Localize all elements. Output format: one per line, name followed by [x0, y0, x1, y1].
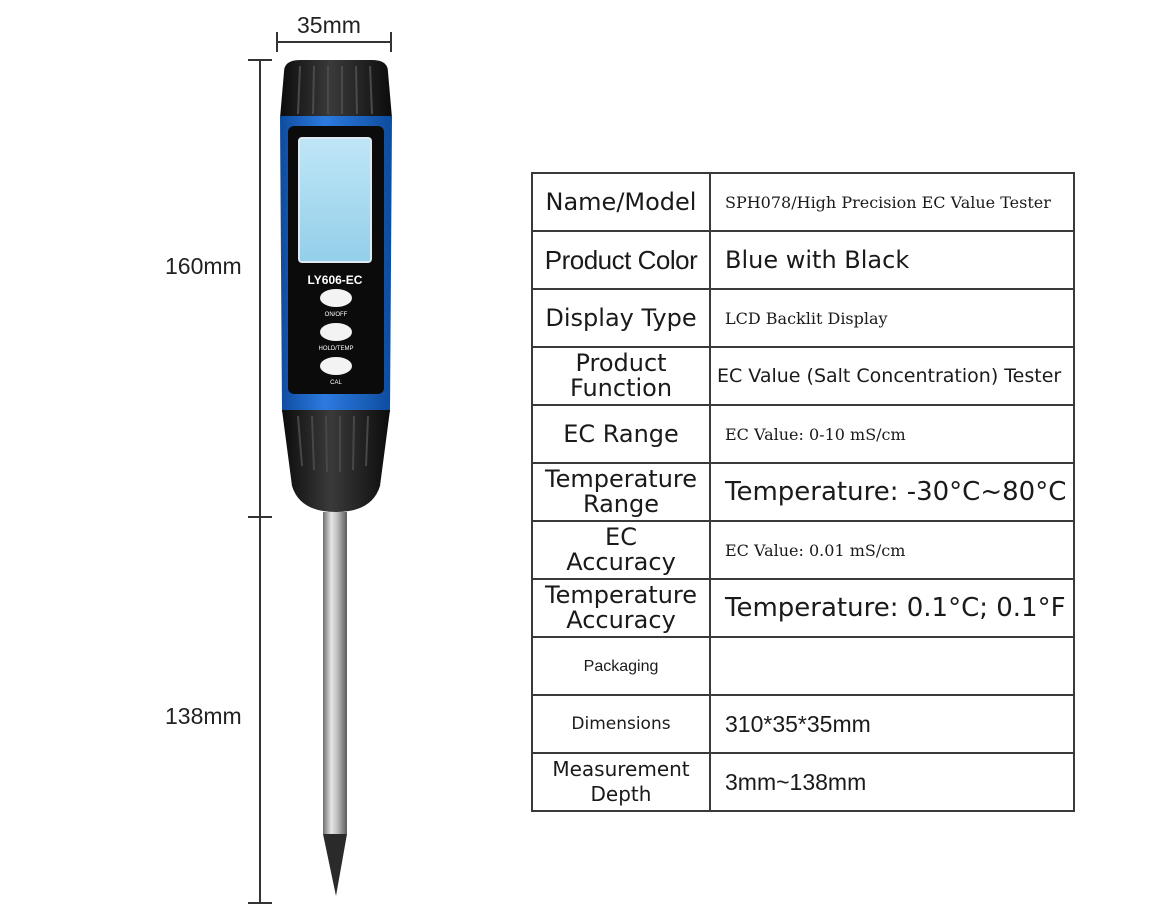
on-off-button[interactable] — [320, 289, 352, 307]
table-row — [532, 289, 1074, 347]
spec-key-text: Measurement Depth — [552, 757, 690, 806]
spec-key: Name/Model — [532, 173, 710, 231]
probe — [323, 512, 347, 896]
probe-length-label: 138mm — [165, 703, 242, 729]
spec-key — [532, 521, 710, 579]
spec-key: Packaging — [532, 637, 710, 695]
spec-value: LCD Backlit Display — [710, 289, 1074, 347]
spec-key: Product Color — [532, 231, 710, 289]
lcd-screen — [299, 138, 371, 262]
table-row — [532, 753, 1074, 811]
hold-temp-label: HOLD/TEMP — [318, 346, 354, 352]
table-row — [532, 463, 1074, 521]
spec-value: EC Value (Salt Concentration) Tester — [710, 347, 1074, 405]
spec-value — [710, 637, 1074, 695]
ec-tester-device-image — [0, 0, 520, 914]
spec-key: Dimensions — [532, 695, 710, 753]
model-label: LY606-EC — [307, 273, 363, 287]
spec-key — [532, 753, 710, 811]
spec-key: EC Range — [532, 405, 710, 463]
table-row — [532, 521, 1074, 579]
cal-button[interactable] — [320, 357, 352, 375]
table-row — [532, 695, 1074, 753]
spec-key-text: Product Function — [569, 349, 673, 402]
spec-value: Temperature: 0.1°C; 0.1°F — [710, 579, 1074, 637]
probe-tip — [323, 834, 347, 896]
probe-shaft — [323, 512, 347, 834]
spec-value: 310*35*35mm — [710, 695, 1074, 753]
spec-key-text: Temperature Accuracy — [544, 581, 698, 634]
spec-value: SPH078/High Precision EC Value Tester — [710, 173, 1074, 231]
hold-temp-button[interactable] — [320, 323, 352, 341]
table-row — [532, 347, 1074, 405]
spec-key: Display Type — [532, 289, 710, 347]
table-row — [532, 637, 1074, 695]
width-dimension-label: 35mm — [297, 12, 361, 38]
spec-key — [532, 463, 710, 521]
on-off-label: ON/OFF — [324, 312, 348, 318]
body-length-label: 160mm — [165, 253, 242, 279]
table-row — [532, 173, 1074, 231]
spec-key — [532, 347, 710, 405]
spec-value: EC Value: 0-10 mS/cm — [710, 405, 1074, 463]
spec-table — [531, 172, 1075, 812]
spec-key-text: EC Accuracy — [566, 523, 676, 576]
top-cap — [280, 60, 392, 118]
cal-label: CAL — [330, 380, 342, 386]
table-row — [532, 231, 1074, 289]
spec-key-text: Temperature Range — [544, 465, 698, 518]
table-row — [532, 579, 1074, 637]
spec-value: Temperature: -30°C~80°C — [710, 463, 1074, 521]
table-row — [532, 405, 1074, 463]
spec-value: EC Value: 0.01 mS/cm — [710, 521, 1074, 579]
spec-key — [532, 579, 710, 637]
spec-value: Blue with Black — [710, 231, 1074, 289]
spec-value: 3mm~138mm — [710, 753, 1074, 811]
